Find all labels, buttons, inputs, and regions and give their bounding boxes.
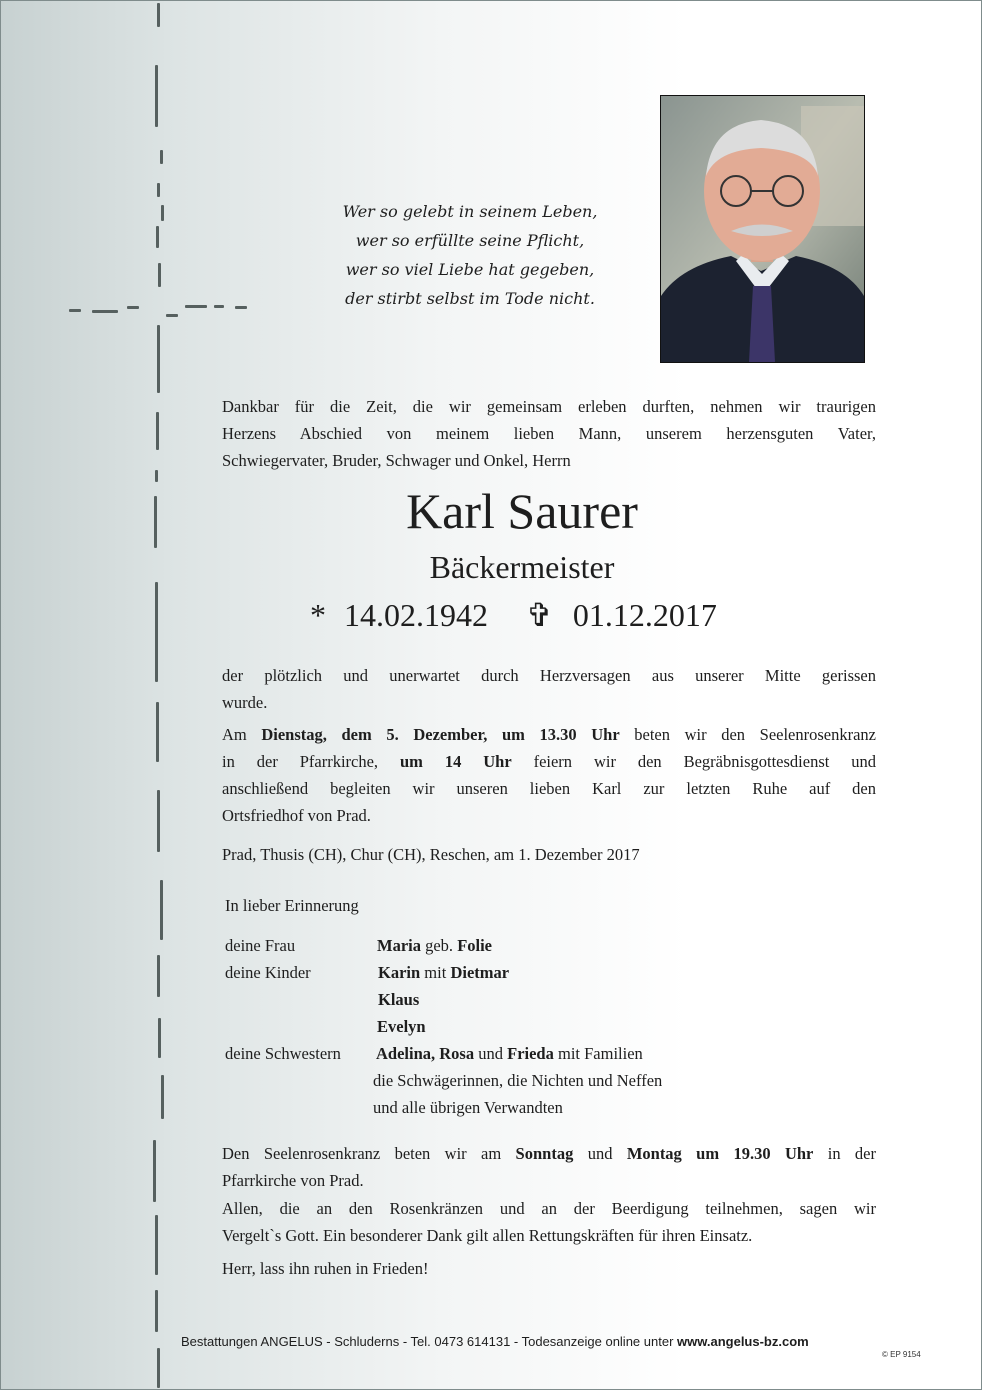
copyright-icon: ©	[882, 1350, 888, 1359]
funeral-paragraph	[222, 721, 876, 829]
death-date: 01.12.2017	[572, 597, 717, 633]
intro-line: Schwiegervater, Bruder, Schwager und Onkel, Herrn	[222, 451, 571, 470]
death-cross-icon: ✞	[526, 597, 553, 633]
intro-paragraph	[222, 393, 876, 474]
family-relatives: und alle übrigen Verwandten	[373, 1098, 563, 1117]
closing-line: Herr, lass ihn ruhen in Frieden!	[222, 1259, 429, 1278]
intro-line: Herzens Abschied von meinem lieben Mann, unserem herzensguten Vater,	[222, 424, 876, 443]
family-label-wife: deine Frau	[225, 936, 296, 955]
intro-line: Dankbar für die Zeit, die wir gemeinsam erleben durften, nehmen wir traurigen	[222, 397, 876, 416]
funeral-line: Ortsfriedhof von Prad.	[222, 806, 371, 825]
cross-ornament	[0, 0, 260, 1390]
family-child: Evelyn	[377, 1017, 426, 1036]
funeral-line: anschließend begleiten wir unseren lieben Karl zur letzten Ruhe auf den	[222, 779, 876, 798]
quote-line: wer so viel Liebe hat gegeben,	[345, 260, 595, 279]
rosary-line: Pfarrkirche von Prad.	[222, 1171, 364, 1190]
rosary-paragraph	[222, 1140, 876, 1194]
ep-code: © EP 9154	[882, 1350, 921, 1359]
deceased-profession: Bäckermeister	[429, 549, 615, 585]
place-and-date: Prad, Thusis (CH), Chur (CH), Reschen, am 1. Dezember 2017	[222, 845, 640, 864]
deceased-name: Karl Saurer	[406, 483, 638, 539]
quote-line: der stirbt selbst im Tode nicht.	[345, 289, 595, 308]
birth-symbol: *	[310, 597, 326, 633]
quote-line: Wer so gelebt in seinem Leben,	[342, 202, 598, 221]
family-label-sisters: deine Schwestern	[225, 1044, 341, 1063]
thanks-paragraph	[222, 1195, 876, 1249]
memorial-quote	[300, 197, 640, 313]
cause-line: wurde.	[222, 693, 268, 712]
funeral-line: in der Pfarrkirche, um 14 Uhr feiern wir den Begräbnisgottesdienst und	[222, 752, 876, 771]
life-dates	[310, 596, 717, 634]
family-child: Klaus	[378, 990, 420, 1009]
family-wife: Maria geb. Folie	[377, 936, 493, 955]
cause-line: der plötzlich und unerwartet durch Herzversagen aus unserer Mitte gerissen	[222, 666, 876, 685]
footer-text: Bestattungen ANGELUS - Schluderns - Tel. 0473 614131 - Todesanzeige online unter	[181, 1334, 678, 1349]
birth-date: 14.02.1942	[344, 597, 488, 633]
family-inlaws: die Schwägerinnen, die Nichten und Neffen	[373, 1071, 663, 1090]
footer	[181, 1334, 809, 1349]
family-child: Karin mit Dietmar	[378, 963, 510, 982]
quote-line: wer so erfüllte seine Pflicht,	[355, 231, 585, 250]
rosary-line: Den Seelenrosenkranz beten wir am Sonntag und Montag um 19.30 Uhr in der	[222, 1144, 877, 1163]
remembrance-heading: In lieber Erinnerung	[225, 896, 359, 915]
thanks-line: Vergelt`s Gott. Ein besonderer Dank gilt allen Rettungskräften für ihren Einsatz.	[222, 1226, 753, 1245]
footer-link[interactable]: www.angelus-bz.com	[677, 1334, 809, 1349]
cause-paragraph	[222, 662, 876, 716]
portrait-photo	[660, 95, 865, 363]
funeral-line: Am Dienstag, dem 5. Dezember, um 13.30 Uhr beten wir den Seelenrosenkranz	[222, 725, 876, 744]
family-sisters: Adelina, Rosa und Frieda mit Familien	[376, 1044, 643, 1063]
thanks-line: Allen, die an den Rosenkränzen und an der Beerdigung teilnehmen, sagen wir	[222, 1199, 876, 1218]
family-label-children: deine Kinder	[225, 963, 311, 982]
